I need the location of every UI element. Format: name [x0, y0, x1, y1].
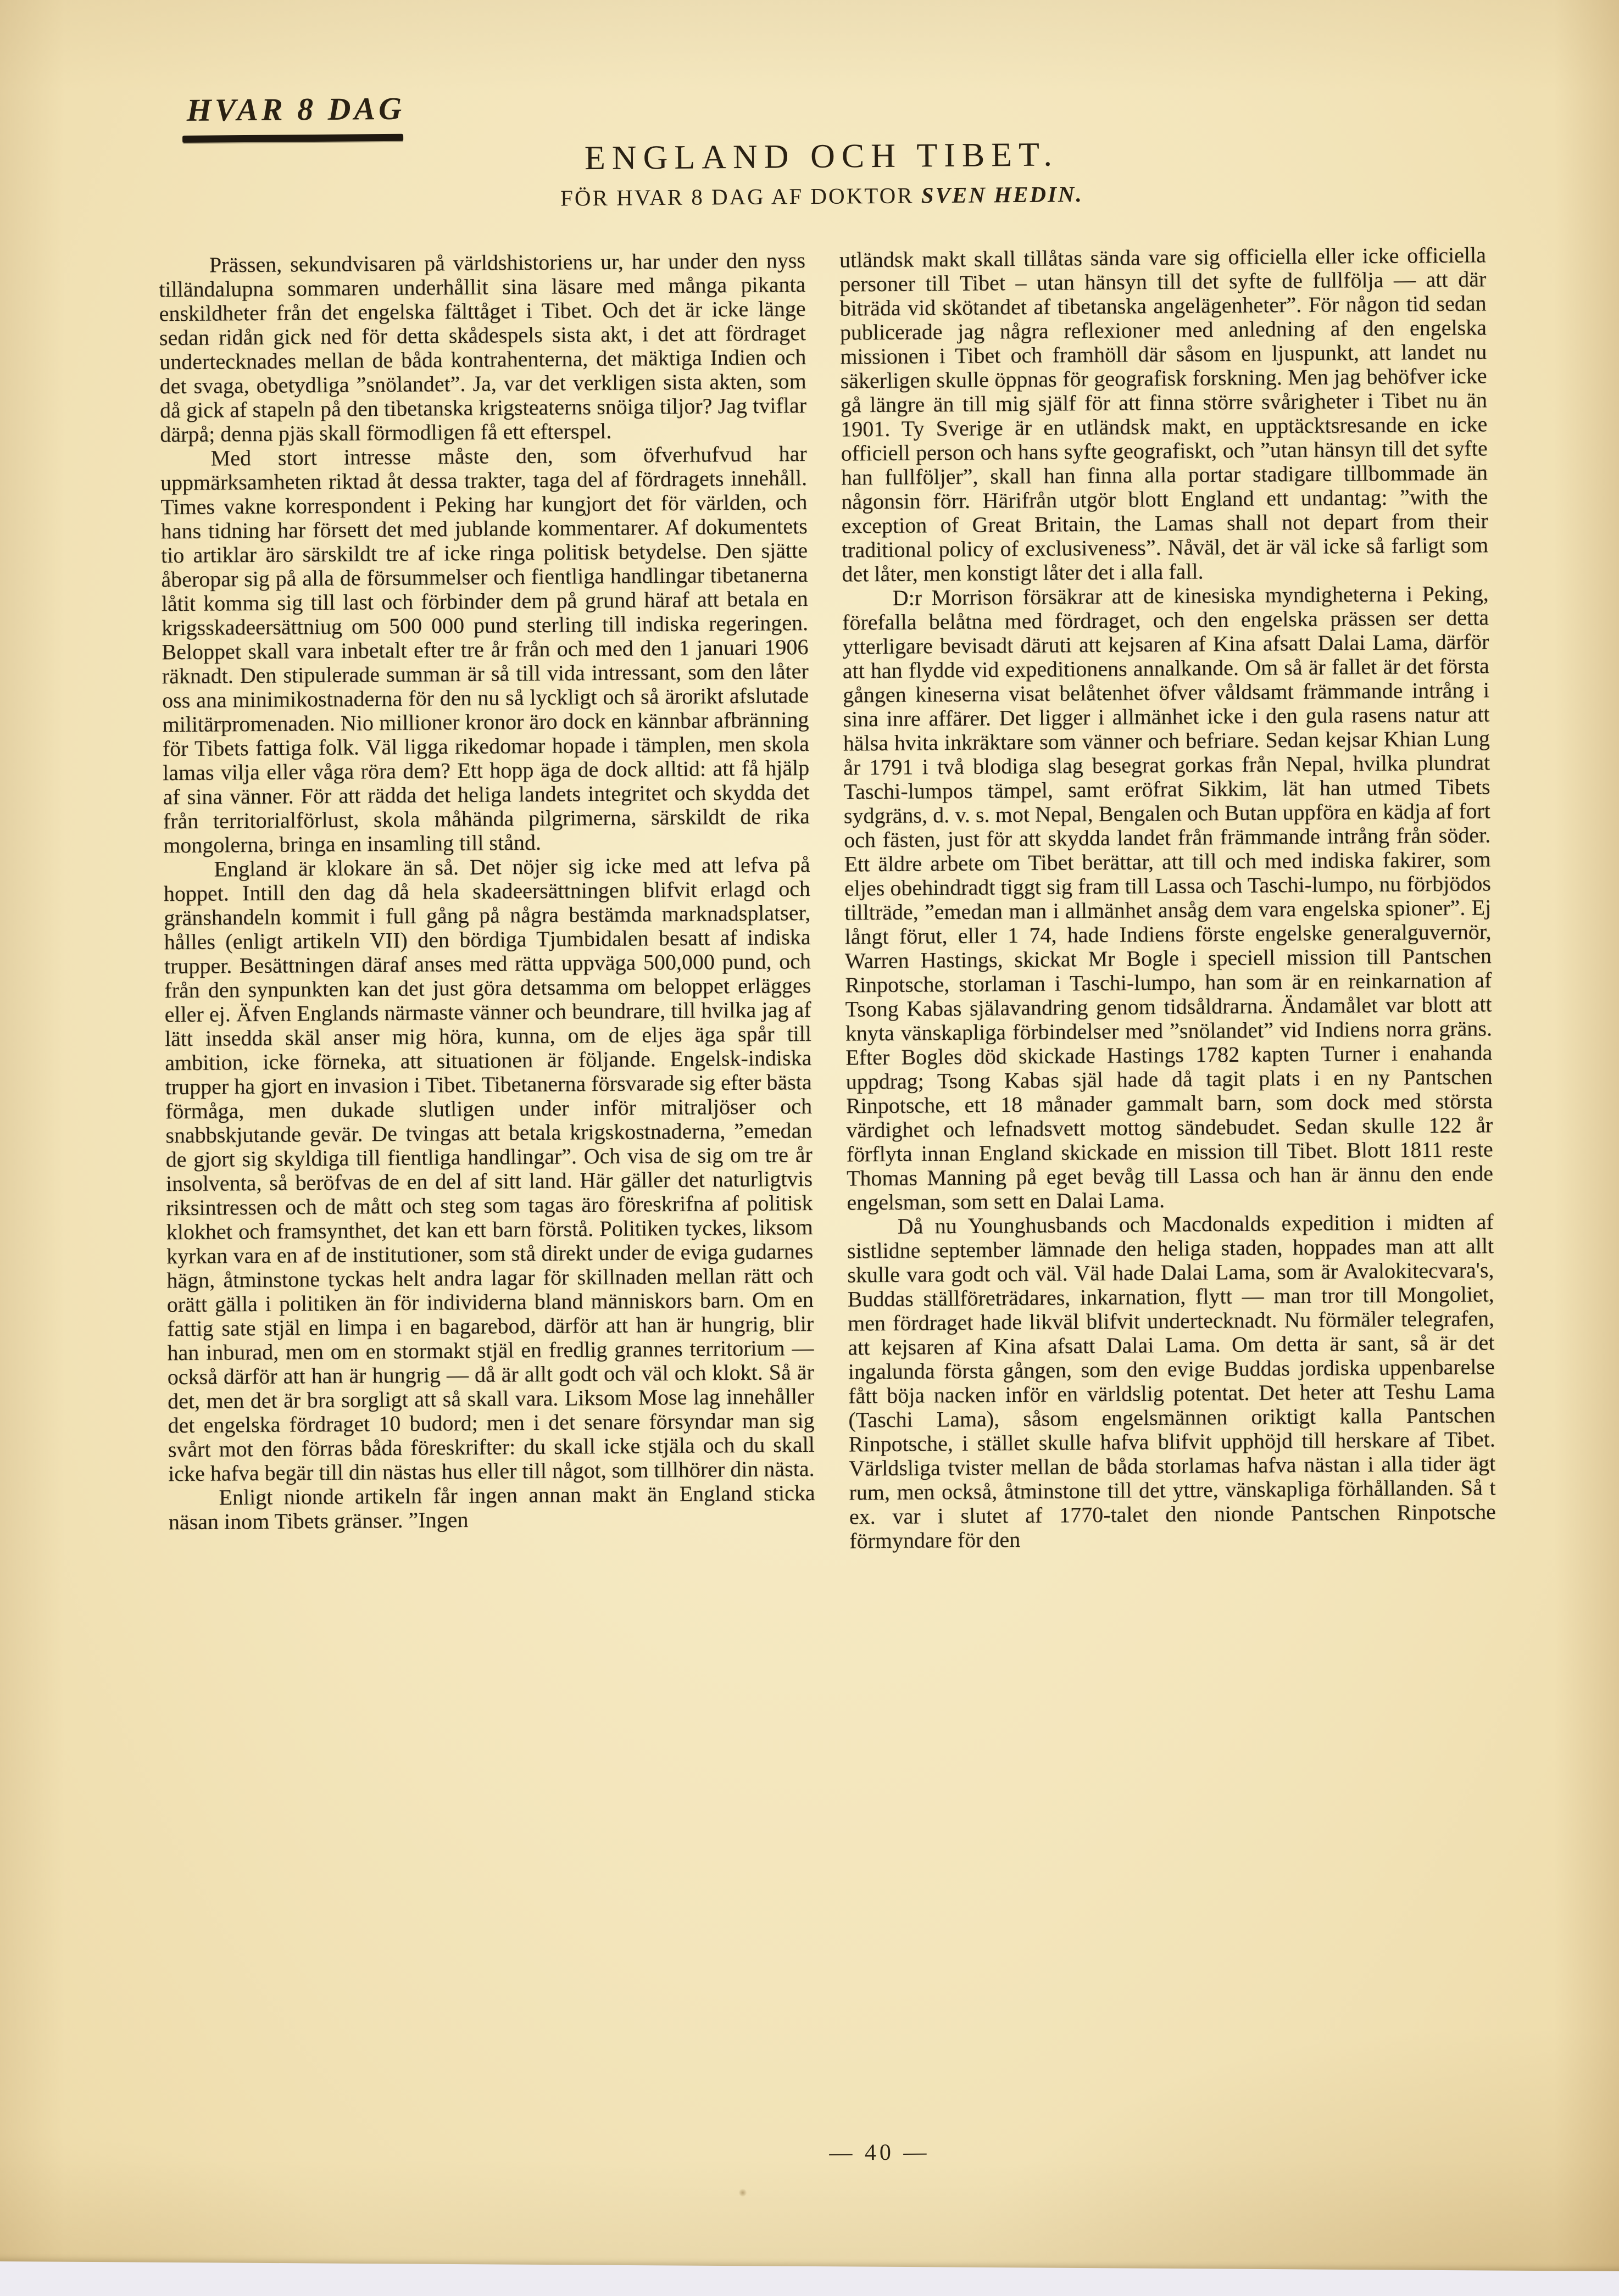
- paragraph: Då nu Younghusbands och Macdonalds expedition i midten af sistlidne september lämnade den heliga staden, hoppades man att allt skulle vara godt och väl. Väl hade Dalai Lama, som är Avalokitecvara's, Buddas ställföreträdares, inkarnation, flytt — man tror till Mongoliet, men fördraget hade likväl blifvit undertecknadt. Nu förmäler telegrafen, att kejsaren af Kina afsatt Dalai Lama. Om detta är sant, så är det ingalunda första gången, som den evige Buddas jordiska uppenbarelse fått böja nacken inför en världslig potentat. Det heter att Teshu Lama (Taschi Lama), såsom engelsmännen oriktigt kalla Pantschen Rinpotsche, i stället skulle hafva blifvit upphöjd till herskare af Tibet. Världsliga tvister mellan de båda storlamas hafva nästan i alla tider ägt rum, men också, åtminstone till det yttre, vänskapliga förhållanden. Så t ex. var i slutet af 1770-talet den nionde Pantschen Rinpotsche förmyndare för den: [847, 1209, 1496, 1553]
- article-byline: [158, 177, 1486, 214]
- masthead-text: HVAR 8 DAG: [186, 90, 405, 128]
- right-column: [839, 243, 1496, 1553]
- paragraph: Med stort intresse måste den, som öfverhufvud har uppmärksamheten riktad åt dessa trakter, taga del af fördragets innehåll. Times vakne korrespondent i Peking har kungjort det för världen, och hans tidning har försett det med jublande kommentarer. Af dokumentets tio artiklar äro särskildt tre af icke ringa politisk betydelse. Den sjätte åberopar sig på alla de försummelser och fientliga handlingar tibetanerna låtit komma sig till last och förbinder dem på grund häraf att betala en krigsskadeersättniug om 500 000 pund sterling till indiska regeringen. Beloppet skall vara inbetalt efter tre år från och med den 1 januari 1906 räknadt. Den stipulerade summan är så till vida intressant, som den låter oss ana minimikostnaderna för den nu så lyckligt och så ärorikt afslutade militärpromenaden. Nio millioner kronor äro dock en kännbar afbränning för Tibets fattiga folk. Väl ligga rikedomar hopade i tämplen, men skola lamas vilja eller våga röra dem? Ett hopp äga de dock alltid: att få hjälp af sina vänner. För att rädda det heliga landets integritet och skydda det från territorialförlust, skola måhända pilgrimerna, särskildt de rika mongolerna, bringa en insamling till stånd.: [160, 441, 810, 858]
- paragraph: Enligt nionde artikeln får ingen annan makt än England sticka näsan inom Tibets gränser. ”Ingen: [168, 1480, 815, 1535]
- paragraph: D:r Morrison försäkrar att de kinesiska myndigheterna i Peking, förefalla belåtna med fördraget, och den engelska prässen ser detta ytterligare bevisadt däruti att kejsaren af Kina afsatt Dalai Lama, därför att han flydde vid expeditionens annalkande. Om så är fallet är det första gången kineserna visat belåtenhet öfver våldsamt främmande intrång i sina inre affärer. Det ligger i allmänhet icke i den gula rasens natur att hälsa hvita inkräktare som vänner och befriare. Sedan kejsar Khian Lung år 1791 i två blodiga slag besegrat gorkas från Nepal, hvilka plundrat Taschi-lumpos tämpel, samt eröfrat Sikkim, lät han utmed Tibets sydgräns, d. v. s. mot Nepal, Bengalen och Butan uppföra en kädja af fort och fästen, just för att skydda landet från främmande intrång från söder. Ett äldre arbete om Tibet berättar, att till och med indiska fakirer, som eljes obehindradt tiggt sig fram till Lassa och Taschi-lumpo, nu förbjödos tillträde, ”emedan man i allmänhet ansåg dem vara engelska spioner”. Ej långt förut, eller 1 74, hade Indiens förste engelske generalguvernör, Warren Hastings, skickat Mr Bogle i speciell mission till Pantschen Rinpotsche, storlaman i Taschi-lumpo, han som är en reinkarnation af Tsong Kabas själavandring genom tidsåldrarna. Ändamålet var blott att knyta vänskapliga förbindelser med ”snölandet” vid Indiens norra gräns. Efter Bogles död skickade Hastings 1782 kapten Turner i enahanda uppdrag; Tsong Kabas själ hade då tagit plats i en ny Pantschen Rinpotsche, ett 18 månader gammalt barn, som dock med största värdighet och lefnadsvett mottog sändebudet. Sedan skulle 122 år förflyta innan England skickade en mission till Tibet. Blott 1811 reste Thomas Manning på eget bevåg till Lassa och han är ännu den ende engelsman, som sett en Dalai Lama.: [842, 581, 1494, 1215]
- paragraph: Prässen, sekundvisaren på världshistoriens ur, har under den nyss tilländalupna sommaren underhållit sina läsare med många pikanta enskildheter från det engelska fälttåget i Tibet. Och det är icke länge sedan ridån gick ned för detta skådespels sista akt, i det att fördraget undertecknades mellan de båda kontrahenterna, det mäktiga Indien och det svaga, obetydliga ”snölandet”. Ja, var det verkligen sista akten, som då gick af stapeln på den tibetanska krigsteaterns snöiga tiljor? Jag tviflar därpå; denna pjäs skall förmodligen få ett efterspel.: [159, 248, 807, 447]
- headline-block: [158, 132, 1486, 214]
- masthead: [186, 90, 405, 129]
- article-title: ENGLAND OCH TIBET.: [584, 136, 1059, 177]
- byline-prefix: FÖR HVAR 8 DAG AF DOKTOR: [560, 182, 921, 211]
- page-number: — 40 —: [829, 2139, 930, 2166]
- article-body: [159, 243, 1496, 1558]
- byline-author: SVEN HEDIN.: [921, 181, 1083, 208]
- left-column: [159, 248, 816, 1558]
- paragraph: England är klokare än så. Det nöjer sig icke med att lefva på hoppet. Intill den dag då hela skadeersättningen blifvit erlagd och gränshandeln kommit i full gång på några bestämda marknadsplatser, hålles (enligt artikeln VII) den bördiga Tjumbidalen besatt af indiska trupper. Besättningen däraf anses med rätta uppväga 500,000 pund, och från den synpunkten kan det just göra detsamma om beloppet erlägges eller ej. Äfven Englands närmaste vänner och beundrare, till hvilka jag af lätt insedda skäl anser mig höra, kunna, om de eljes äga spår till ambition, icke förneka, att situationen är följande. Engelsk-indiska trupper ha gjort en invasion i Tibet. Tibetanerna försvarade sig efter bästa förmåga, men dukade slutligen under inför mitraljöser och snabbskjutande gevär. De tvingas att betala krigskostnaderna, ”emedan de gjort sig skyldiga till fientliga handlingar”. Och visa de sig om tre år insolventa, så beröfvas de en del af sitt land. Här gäller det naturligtvis riksintressen och de mått och steg som tagas äro föreskrifna af politisk klokhet och framsynthet, det kan ett barn förstå. Politiken tyckes, liksom kyrkan vara en af de institutioner, som stå direkt under de eviga gudarnes hägn, åtminstone tyckas helt andra lagar för skillnaden mellan rätt och orätt gälla i politiken än för individerna bland människors barn. Om en fattig sate stjäl en limpa i en bagarebod, därför att han är hungrig, blir han inburad, men om en stormakt stjäl en fredlig grannes territorium — också därför att han är hungrig — då är allt godt och väl och klokt. Så är det, men det är bra sorgligt att så skall vara. Liksom Mose lag innehåller det engelska fördraget 10 budord; men i det senare försyndar man sig svårt mot den förras båda föreskrifter: du skall icke stjäla och du skall icke hafva begär till din nästas hus eller till något, som tillhörer din nästa.: [163, 852, 815, 1486]
- paragraph-continuation: utländsk makt skall tillåtas sända vare sig officiella eller icke officiella personer till Tibet – utan hänsyn till det syfte de fullfölja — att där biträda vid skötandet af tibetanska angelägenheter”. För någon tid sedan publicerade jag några reflexioner med anledning af den engelska missionen i Tibet och framhöll där såsom en ljuspunkt, att landet nu säkerligen skulle öppnas för geografisk forskning. Men jag behöfver icke gå längre än till mig själf för att finna större svårigheter i Tibet nu än 1901. Ty Sverige är en utländsk makt, en upptäcktsresande en icke officiell person och hans syfte geografiskt, och ”utan hänsyn till det syfte han fullföljer”, skall han finna alla portar stadigare tillbommade än någonsin förr. Härifrån utgör blott England ett undantag: ”with the exception of Great Britain, the Lamas shall not depart from their traditional policy of exclusiveness”. Nåväl, det är väl icke så farligt som det låter, men konstigt låter det i alla fall.: [839, 242, 1489, 587]
